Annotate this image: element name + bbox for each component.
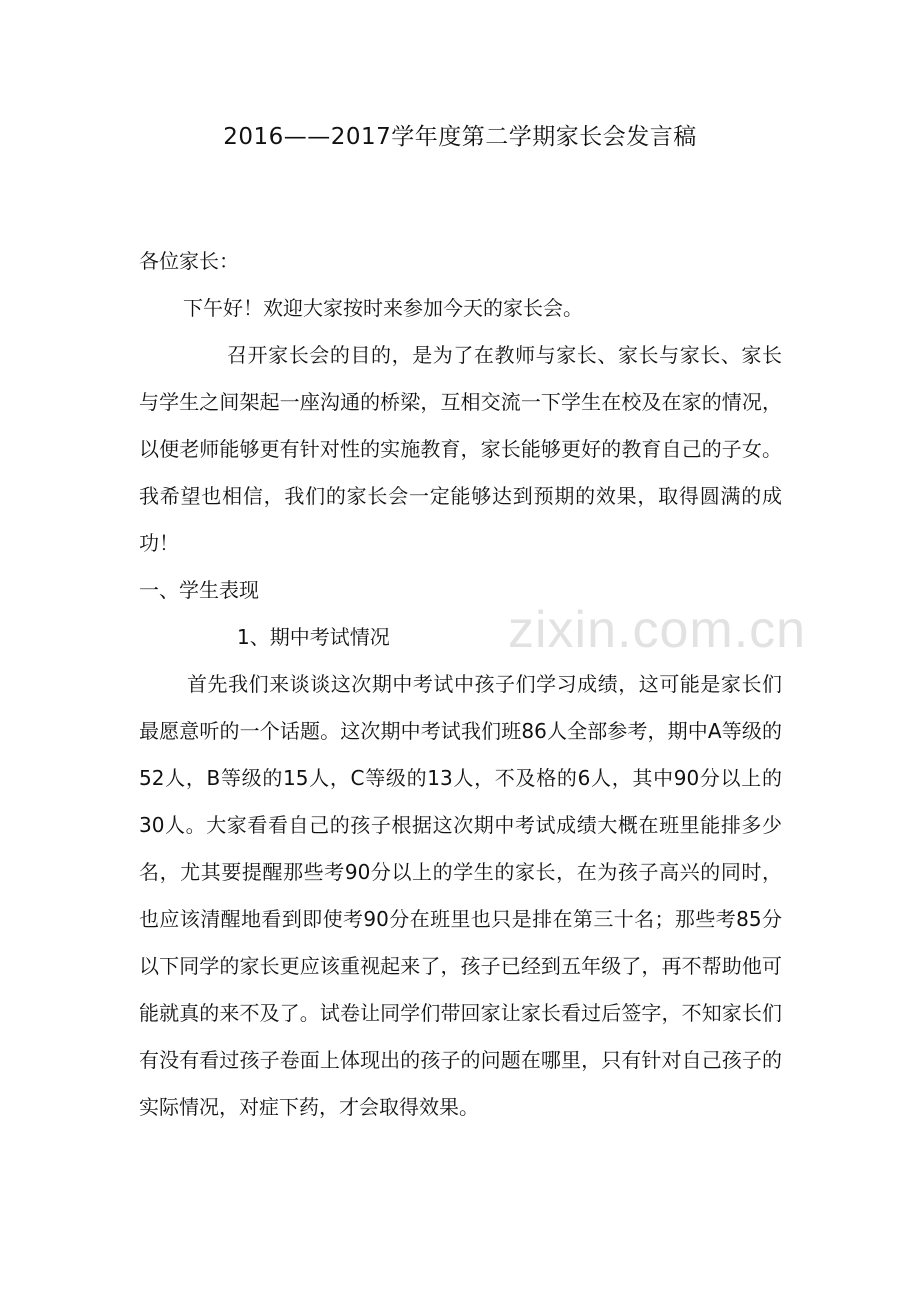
section-heading: 一、学生表现 bbox=[139, 578, 259, 602]
paragraph-welcome: 下午好！欢迎大家按时来参加今天的家长会。 bbox=[183, 296, 583, 320]
watermark: zixin.com.cn bbox=[508, 601, 807, 659]
subsection-heading: 1、期中考试情况 bbox=[237, 625, 390, 649]
document-body bbox=[139, 238, 782, 1131]
paragraph-purpose: 召开家长会的目的，是为了在教师与家长、家长与家长、家长与学生之间架起一座沟通的桥梁，互相交流一下学生在校及在家的情况，以便老师能够更有针对性的实施教育，家长能够更好的教育自己的子女。我希望也相信，我们的家长会一定能够达到预期的效果，取得圆满的成功！ bbox=[139, 343, 782, 555]
greeting: 各位家长： bbox=[139, 249, 239, 273]
paragraph-exam-results: 首先我们来谈谈这次期中考试中孩子们学习成绩，这可能是家长们最愿意听的一个话题。这次期中考试我们班86人全部参考，期中A等级的52人，B等级的15人，C等级的13人，不及格的6人，其中90分以上的30人。大家看看自己的孩子根据这次期中考试成绩大概在班里能排多少名，尤其要提醒那些考90分以上的学生的家长，在为孩子高兴的同时，也应该清醒地看到即使考90分在班里也只是排在第三十名；那些考85分以下同学的家长更应该重视起来了，孩子已经到五年级了，再不帮助他可能就真的来不及了。试卷让同学们带回家让家长看过后签字，不知家长们有没有看过孩子卷面上体现出的孩子的问题在哪里，只有针对自己孩子的实际情况，对症下药，才会取得效果。 bbox=[139, 672, 782, 1119]
document-title: 2016——2017学年度第二学期家长会发言稿 bbox=[223, 124, 697, 150]
